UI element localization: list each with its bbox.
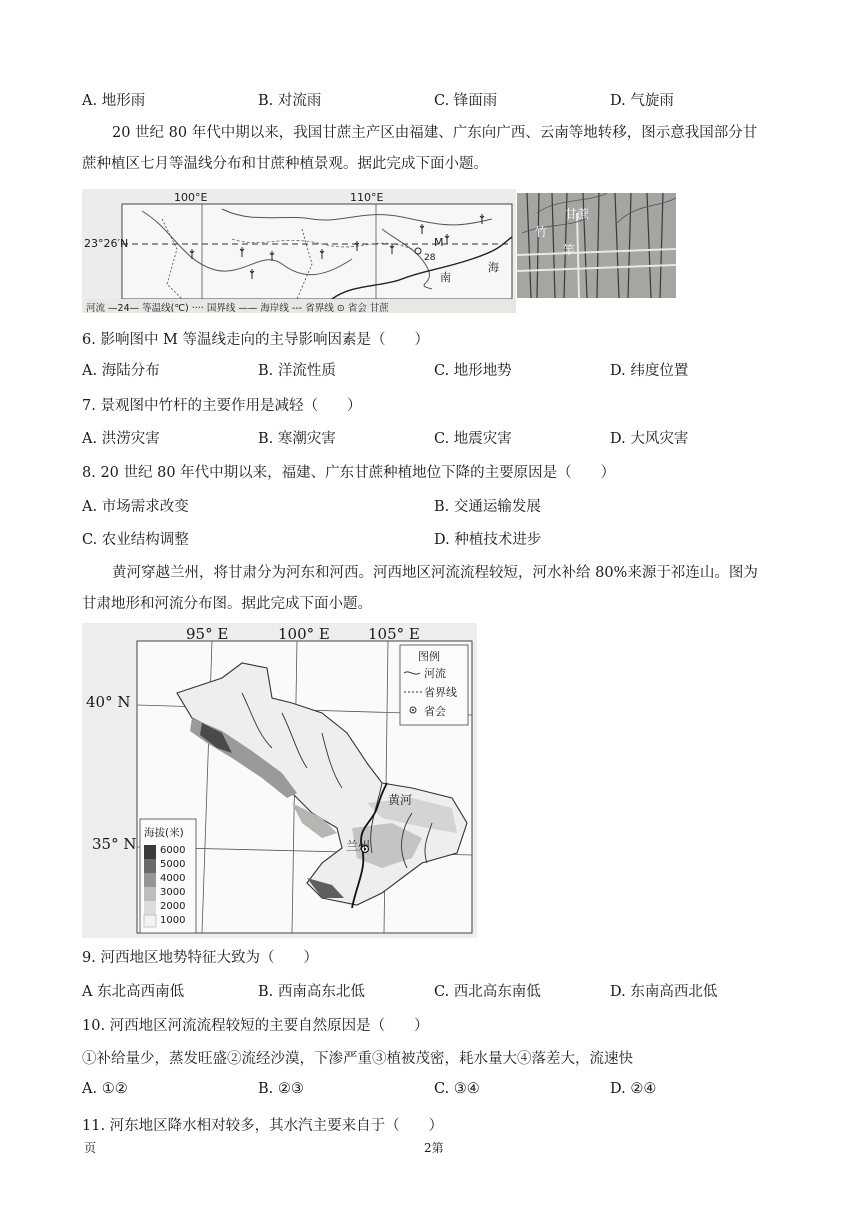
photo-label-pole: 竿 — [563, 243, 576, 257]
sugarcane-isotherm-map — [82, 189, 516, 313]
map2-elev-6000: 6000 — [160, 845, 186, 856]
question-8: 8. 20 世纪 80 年代中期以来，福建、广东甘蔗种植地位下降的主要原因是（ ） — [82, 465, 616, 481]
map2-lon-105: 105° E — [368, 625, 420, 643]
map2-elev-1000: 1000 — [160, 915, 186, 926]
map2-elev-5000: 5000 — [160, 859, 186, 870]
map1-lon-100: 100°E — [174, 191, 208, 204]
option-d: D. ②④ — [610, 1081, 657, 1097]
photo-label-bamboo: 竹 — [535, 225, 548, 239]
map2-lon-95: 95° E — [186, 625, 229, 643]
option-c: C. 地形地势 — [434, 363, 512, 379]
intro1-line2: 蔗种植区七月等温线分布和甘蔗种植景观。据此完成下面小题。 — [82, 156, 488, 172]
option-d: D. 大风灾害 — [610, 431, 689, 447]
q8-options-row1 — [0, 495, 860, 517]
q6-options — [0, 359, 860, 381]
option-c: C. 锋面雨 — [434, 93, 498, 109]
map2-legend-title: 图例 — [418, 650, 440, 663]
map1-legend: 河流 —24— 等温线(℃) ···· 国界线 —— 海岸线 --- 省界线 ⊙ 省会 甘蔗 — [86, 303, 389, 313]
map1-lon-110: 110°E — [350, 191, 384, 204]
q5-options — [0, 89, 860, 111]
option-d: D. 东南高西北低 — [610, 984, 718, 1000]
map2-lat-35: 35° N — [92, 835, 137, 853]
option-d: D. 种植技术进步 — [434, 532, 542, 548]
option-b: B. 西南高东北低 — [258, 984, 365, 1000]
map2-lat-40: 40° N — [86, 693, 131, 711]
option-a: A. ①② — [82, 1081, 128, 1097]
q9-options — [0, 980, 860, 1002]
footer-left: 页 — [84, 1141, 97, 1155]
option-c: C. 地震灾害 — [434, 431, 512, 447]
intro-paragraph-1 — [82, 118, 782, 180]
gansu-terrain-map — [82, 623, 477, 938]
option-c: C. ③④ — [434, 1081, 480, 1097]
option-b: B. 对流雨 — [258, 93, 322, 109]
page-number: 2第 — [424, 1141, 444, 1155]
map2-legend-border: 省界线 — [424, 686, 457, 699]
map2-elevation-title: 海拔(米) — [144, 827, 184, 839]
option-b: B. 寒潮灾害 — [258, 431, 336, 447]
sugarcane-landscape-photo — [517, 193, 676, 298]
intro1-line1: 20 世纪 80 年代中期以来，我国甘蔗主产区由福建、广东向广西、云南等地转移，图示意我国部分甘 — [112, 125, 758, 141]
option-a: A. 市场需求改变 — [82, 499, 189, 515]
option-b: B. 洋流性质 — [258, 363, 336, 379]
map2-label-huanghe: 黄河 — [388, 793, 413, 807]
map1-label-28: 28 — [424, 253, 436, 263]
question-10: 10. 河西地区河流流程较短的主要自然原因是（ ） — [82, 1018, 429, 1034]
option-a: A 东北高西南低 — [82, 984, 185, 1000]
map2-elev-4000: 4000 — [160, 873, 186, 884]
map2-elev-3000: 3000 — [160, 887, 186, 898]
option-d: D. 气旋雨 — [610, 93, 674, 109]
intro2-line1: 黄河穿越兰州，将甘肃分为河东和河西。河西地区河流流程较短，河水补给 80%来源于祁连山。图为 — [112, 565, 758, 581]
option-b: B. 交通运输发展 — [434, 499, 541, 515]
photo-label-sugarcane: 甘蔗 — [565, 207, 590, 221]
question-6: 6. 影响图中 M 等温线走向的主导影响因素是（ ） — [82, 332, 430, 348]
q10-options — [0, 1081, 860, 1103]
option-d: D. 纬度位置 — [610, 363, 689, 379]
option-a: A. 海陆分布 — [82, 363, 160, 379]
map2-label-lanzhou: 兰州 — [346, 839, 371, 853]
map1-label-sea-south: 南 — [440, 271, 451, 284]
option-a: A. 地形雨 — [82, 93, 146, 109]
option-b: B. ②③ — [258, 1081, 304, 1097]
map2-elev-2000: 2000 — [160, 901, 186, 912]
intro2-line2: 甘肃地形和河流分布图。据此完成下面小题。 — [82, 596, 372, 612]
map1-graphic — [82, 189, 516, 313]
map1-label-sea: 海 — [488, 261, 499, 274]
question-11: 11. 河东地区降水相对较多，其水汽主要来自于（ ） — [82, 1118, 444, 1134]
map2-lon-100: 100° E — [278, 625, 330, 643]
q8-options-row2 — [0, 528, 860, 550]
photo-graphic — [517, 193, 676, 298]
option-c: C. 西北高东南低 — [434, 984, 541, 1000]
question-9: 9. 河西地区地势特征大致为（ ） — [82, 950, 318, 966]
map1-label-m: M — [434, 236, 444, 249]
q10-choices: ①补给量少，蒸发旺盛②流经沙漠，下渗严重③植被茂密，耗水量大④落差大，流速快 — [82, 1051, 633, 1067]
map2-graphic — [82, 623, 477, 938]
q7-options — [0, 427, 860, 449]
question-7: 7. 景观图中竹杆的主要作用是减轻（ ） — [82, 398, 362, 414]
map1-lat-tropic: 23°26′N — [84, 237, 129, 250]
map2-legend-river: 河流 — [424, 667, 446, 680]
intro-paragraph-2 — [82, 558, 782, 620]
option-c: C. 农业结构调整 — [82, 532, 189, 548]
option-a: A. 洪涝灾害 — [82, 431, 160, 447]
map2-legend-capital: 省会 — [424, 705, 446, 718]
